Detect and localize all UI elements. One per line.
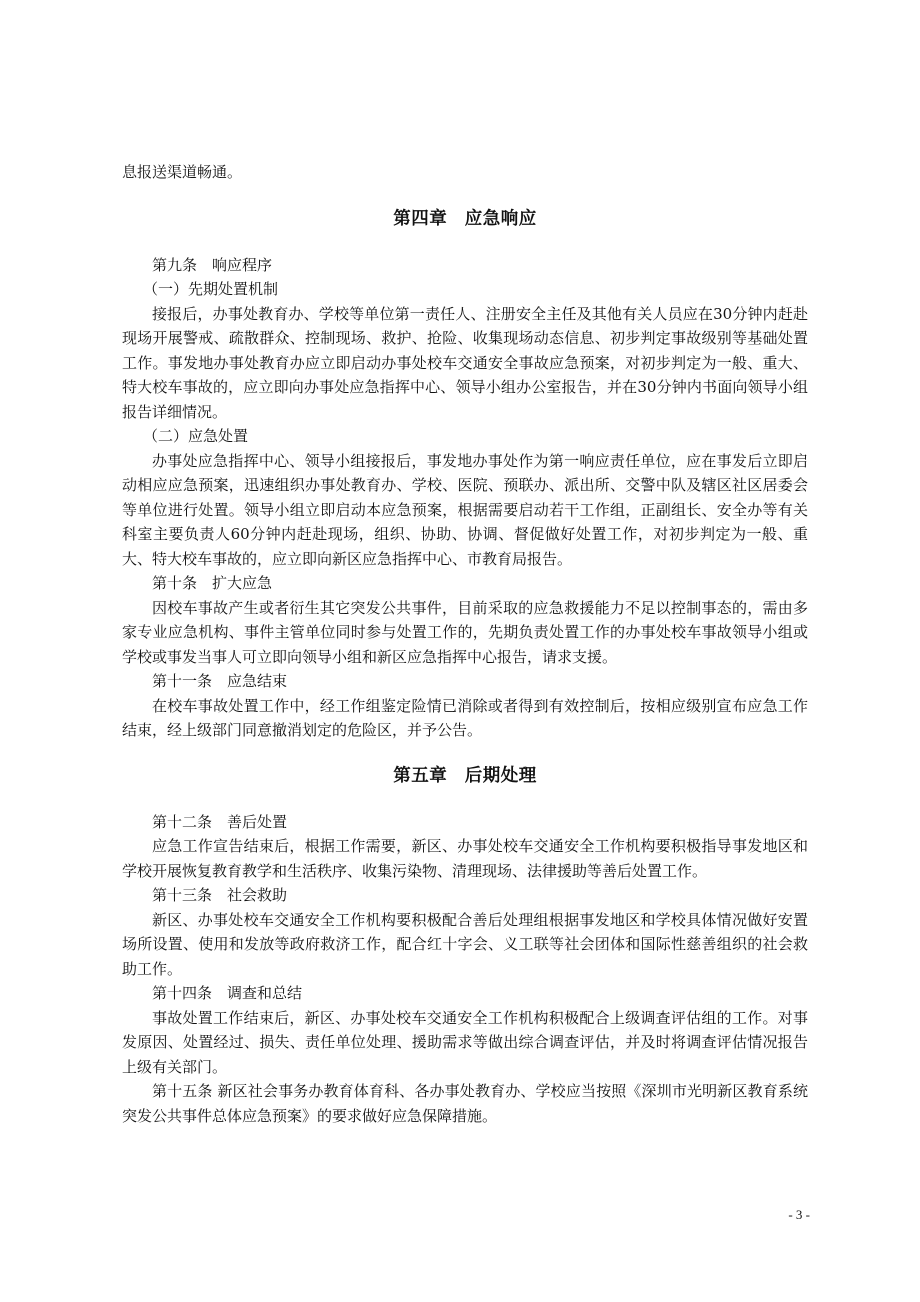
article-13-heading [122,883,808,908]
chapter-5-title: 后期处理 [464,765,537,786]
article-14-number: 第十四条 [152,984,213,1002]
article-12-heading [122,810,808,835]
section-1-heading: （一）先期处置机制 [143,280,279,298]
section-2-heading: （二）应急处置 [143,427,249,445]
article-11-title: 应急结束 [227,672,288,690]
article-12-number: 第十二条 [152,812,213,831]
chapter-4-number: 第四章 [393,208,448,229]
article-13-number: 第十三条 [152,886,213,904]
article-12-title: 善后处置 [227,812,288,831]
chapter-4-heading [122,206,808,232]
article-10-heading [122,571,808,596]
paragraph-social-relief: 新区、办事处校车交通安全工作机构要积极配合善后处理组根据事发地区和学校具体情况做好安置场所设置、使用和发放等政府救济工作，配合红十字会、义工联等社会团体和国际性慈善组织的社会救助工作。 [122,910,808,978]
article-11-number: 第十一条 [152,672,213,690]
article-11-heading [122,669,808,694]
page-number: - 3 - [788,1207,810,1222]
paragraph-aftermath: 应急工作宣告结束后，根据工作需要，新区、办事处校车交通安全工作机构要积极指导事发地区和学校开展恢复教育教学和生活秩序、收集污染物、清理现场、法律援助等善后处置工作。 [122,837,808,880]
paragraph-emergency-end: 在校车事故处置工作中，经工作组鉴定险情已消除或者得到有效控制后，按相应级别宣布应急工作结束，经上级部门同意撤消划定的危险区，并予公告。 [122,696,808,739]
document-body [122,160,808,1128]
chapter-5-heading [122,763,808,789]
paragraph-intro: 息报送渠道畅通。 [122,163,243,181]
paragraph-expanded-response: 因校车事故产生或者衍生其它突发公共事件，目前采取的应急救援能力不足以控制事态的，需由多家专业应急机构、事件主管单位同时参与处置工作的，先期负责处置工作的办事处校车事故领导小组或学校或事发当事人可立即向领导小组和新区应急指挥中心报告，请求支援。 [122,598,808,666]
paragraph-initial-response: 接报后，办事处教育办、学校等单位第一责任人、注册安全主任及其他有关人员应在30分钟内赶赴现场开展警戒、疏散群众、控制现场、救护、抢险、收集现场动态信息、初步判定事故级别等基础处置工作。事发地办事处教育办应立即启动办事处校车交通安全事故应急预案，对初步判定为一般、重大、特大校车事故的，应立即向办事处应急指挥中心、领导小组办公室报告，并在30分钟内书面向领导小组报告详细情况。 [122,304,808,421]
article-14-heading [122,981,808,1006]
article-9-title: 响应程序 [212,255,273,274]
article-9-number: 第九条 [152,255,198,274]
article-14-title: 调查和总结 [227,984,303,1002]
article-13-title: 社会救助 [227,886,288,904]
paragraph-emergency-handling: 办事处应急指挥中心、领导小组接报后，事发地办事处作为第一响应责任单位，应在事发后立即启动相应应急预案，迅速组织办事处教育办、学校、医院、预联办、派出所、交警中队及辖区社区居委会等单位进行处置。领导小组立即启动本应急预案，根据需要启动若干工作组，正副组长、安全办等有关科室主要负责人60分钟内赶赴现场，组织、协助、协调、督促做好处置工作，对初步判定为一般、重大、特大校车事故的，应立即向新区应急指挥中心、市教育局报告。 [122,451,808,568]
article-9-heading [122,253,808,278]
chapter-5-number: 第五章 [393,765,448,786]
chapter-4-title: 应急响应 [464,208,537,229]
article-10-number: 第十条 [152,574,198,592]
paragraph-article-15: 第十五条 新区社会事务办教育体育科、各办事处教育办、学校应当按照《深圳市光明新区教育系统突发公共事件总体应急预案》的要求做好应急保障措施。 [122,1082,808,1125]
paragraph-investigation: 事故处置工作结束后，新区、办事处校车交通安全工作机构积极配合上级调查评估组的工作。对事发原因、处置经过、损失、责任单位处理、援助需求等做出综合调查评估，并及时将调查评估情况报告上级有关部门。 [122,1008,808,1076]
article-10-title: 扩大应急 [212,574,273,592]
